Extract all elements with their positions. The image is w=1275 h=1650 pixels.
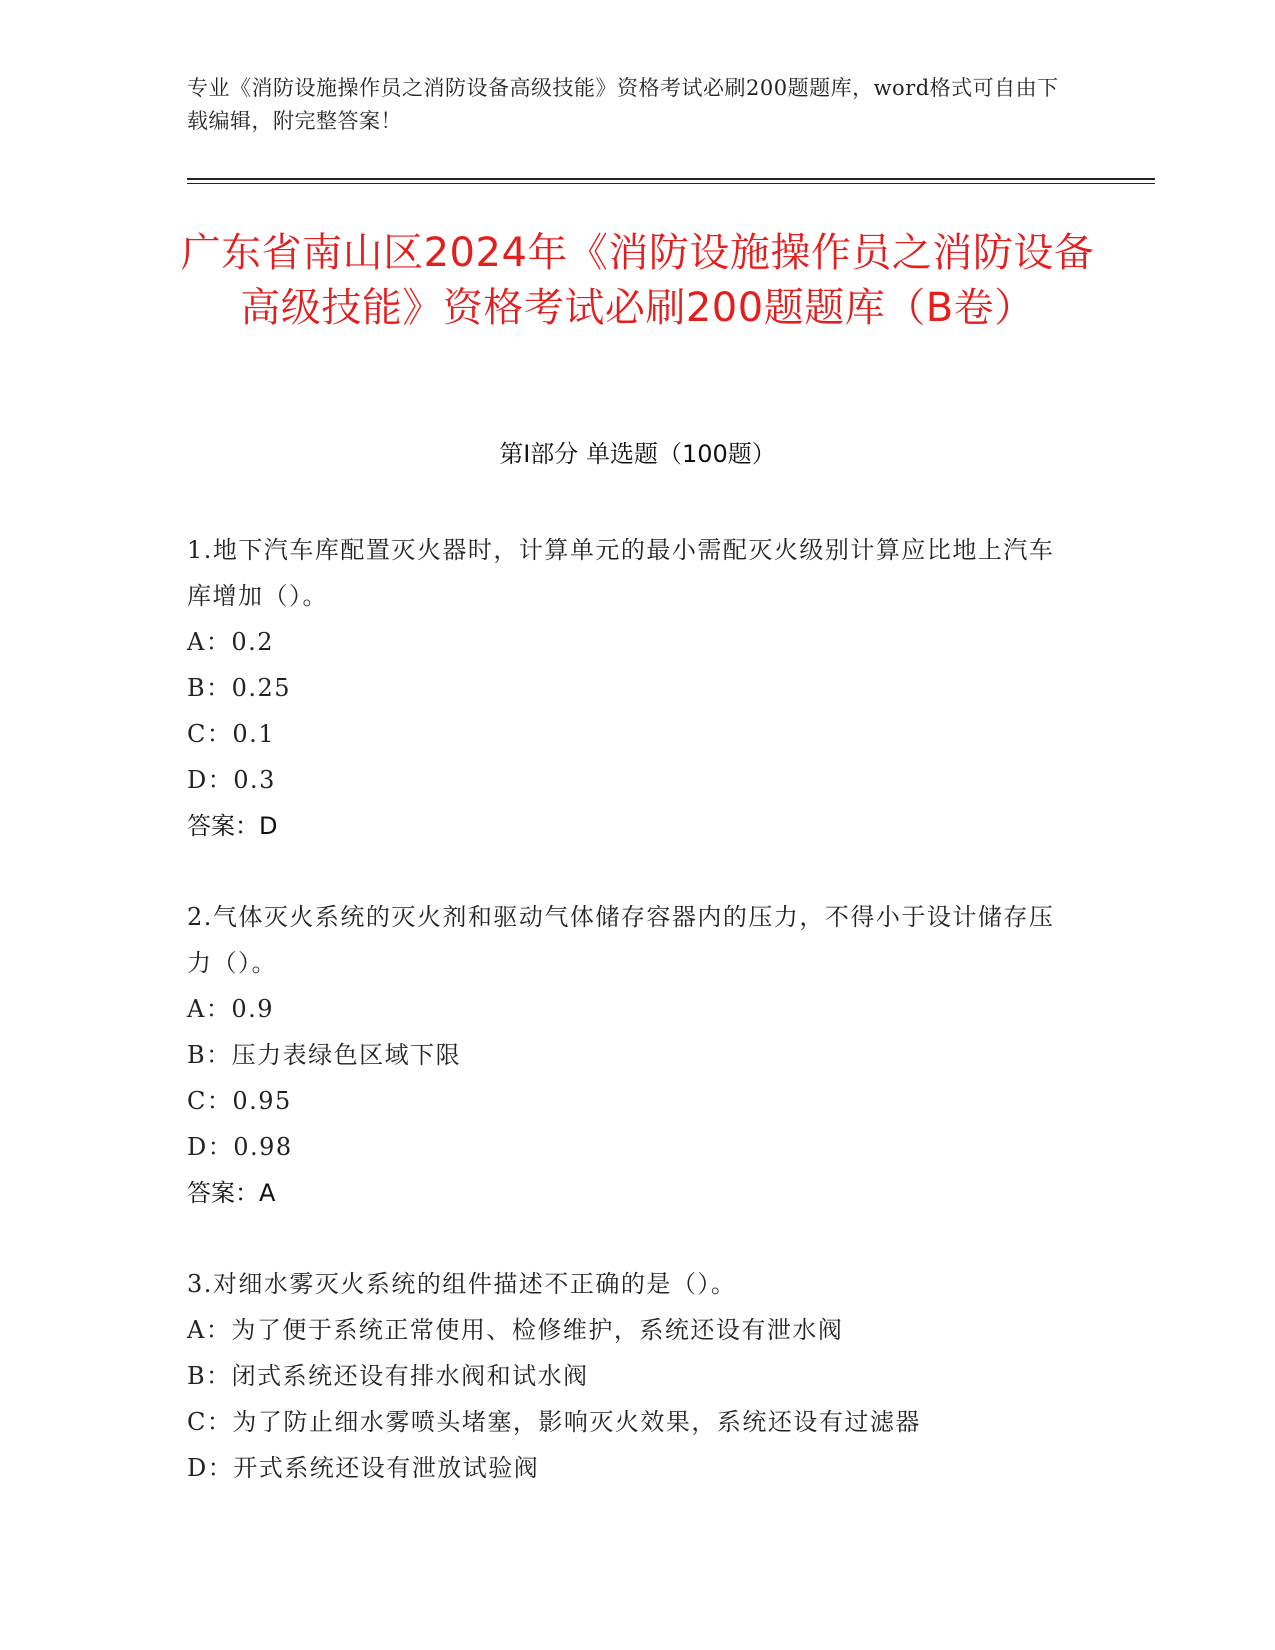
answer: 答案：A xyxy=(187,1179,276,1207)
option-d: D：0.98 xyxy=(187,1133,293,1161)
header-note: 专业《消防设施操作员之消防设备高级技能》资格考试必刷200题题库，word格式可自由下载编辑，附完整答案！ xyxy=(187,76,1059,133)
question-stem: 3.对细水雾灭火系统的组件描述不正确的是（）。 xyxy=(187,1270,737,1298)
section-heading: 第I部分 单选题（100题） xyxy=(499,440,776,468)
document-title: 广东省南山区2024年《消防设施操作员之消防设备高级技能》资格考试必刷200题题库（B卷） xyxy=(180,230,1095,331)
option-d: D：开式系统还设有泄放试验阀 xyxy=(187,1454,540,1482)
option-c: C：为了防止细水雾喷头堵塞，影响灭火效果，系统还设有过滤器 xyxy=(187,1408,921,1436)
question-1 xyxy=(187,527,1067,849)
option-a: A：0.9 xyxy=(187,995,274,1023)
header-rule-thick xyxy=(187,178,1155,180)
header-rule-thin xyxy=(187,183,1155,184)
option-a: A：0.2 xyxy=(187,628,274,656)
option-b: B：闭式系统还设有排水阀和试水阀 xyxy=(187,1362,589,1390)
answer: 答案：D xyxy=(187,812,278,840)
question-stem: 2.气体灭火系统的灭火剂和驱动气体储存容器内的压力，不得小于设计储存压力（）。 xyxy=(187,903,1055,977)
question-list xyxy=(187,527,1067,1536)
question-2 xyxy=(187,894,1067,1216)
option-c: C：0.1 xyxy=(187,720,276,748)
option-a: A：为了便于系统正常使用、检修维护，系统还设有泄水阀 xyxy=(187,1316,844,1344)
option-d: D：0.3 xyxy=(187,766,276,794)
option-b: B：压力表绿色区域下限 xyxy=(187,1041,462,1069)
question-3 xyxy=(187,1261,1067,1491)
option-c: C：0.95 xyxy=(187,1087,292,1115)
question-stem: 1.地下汽车库配置灭火器时，计算单元的最小需配灭火级别计算应比地上汽车库增加（）。 xyxy=(187,536,1055,610)
option-b: B：0.25 xyxy=(187,674,292,702)
